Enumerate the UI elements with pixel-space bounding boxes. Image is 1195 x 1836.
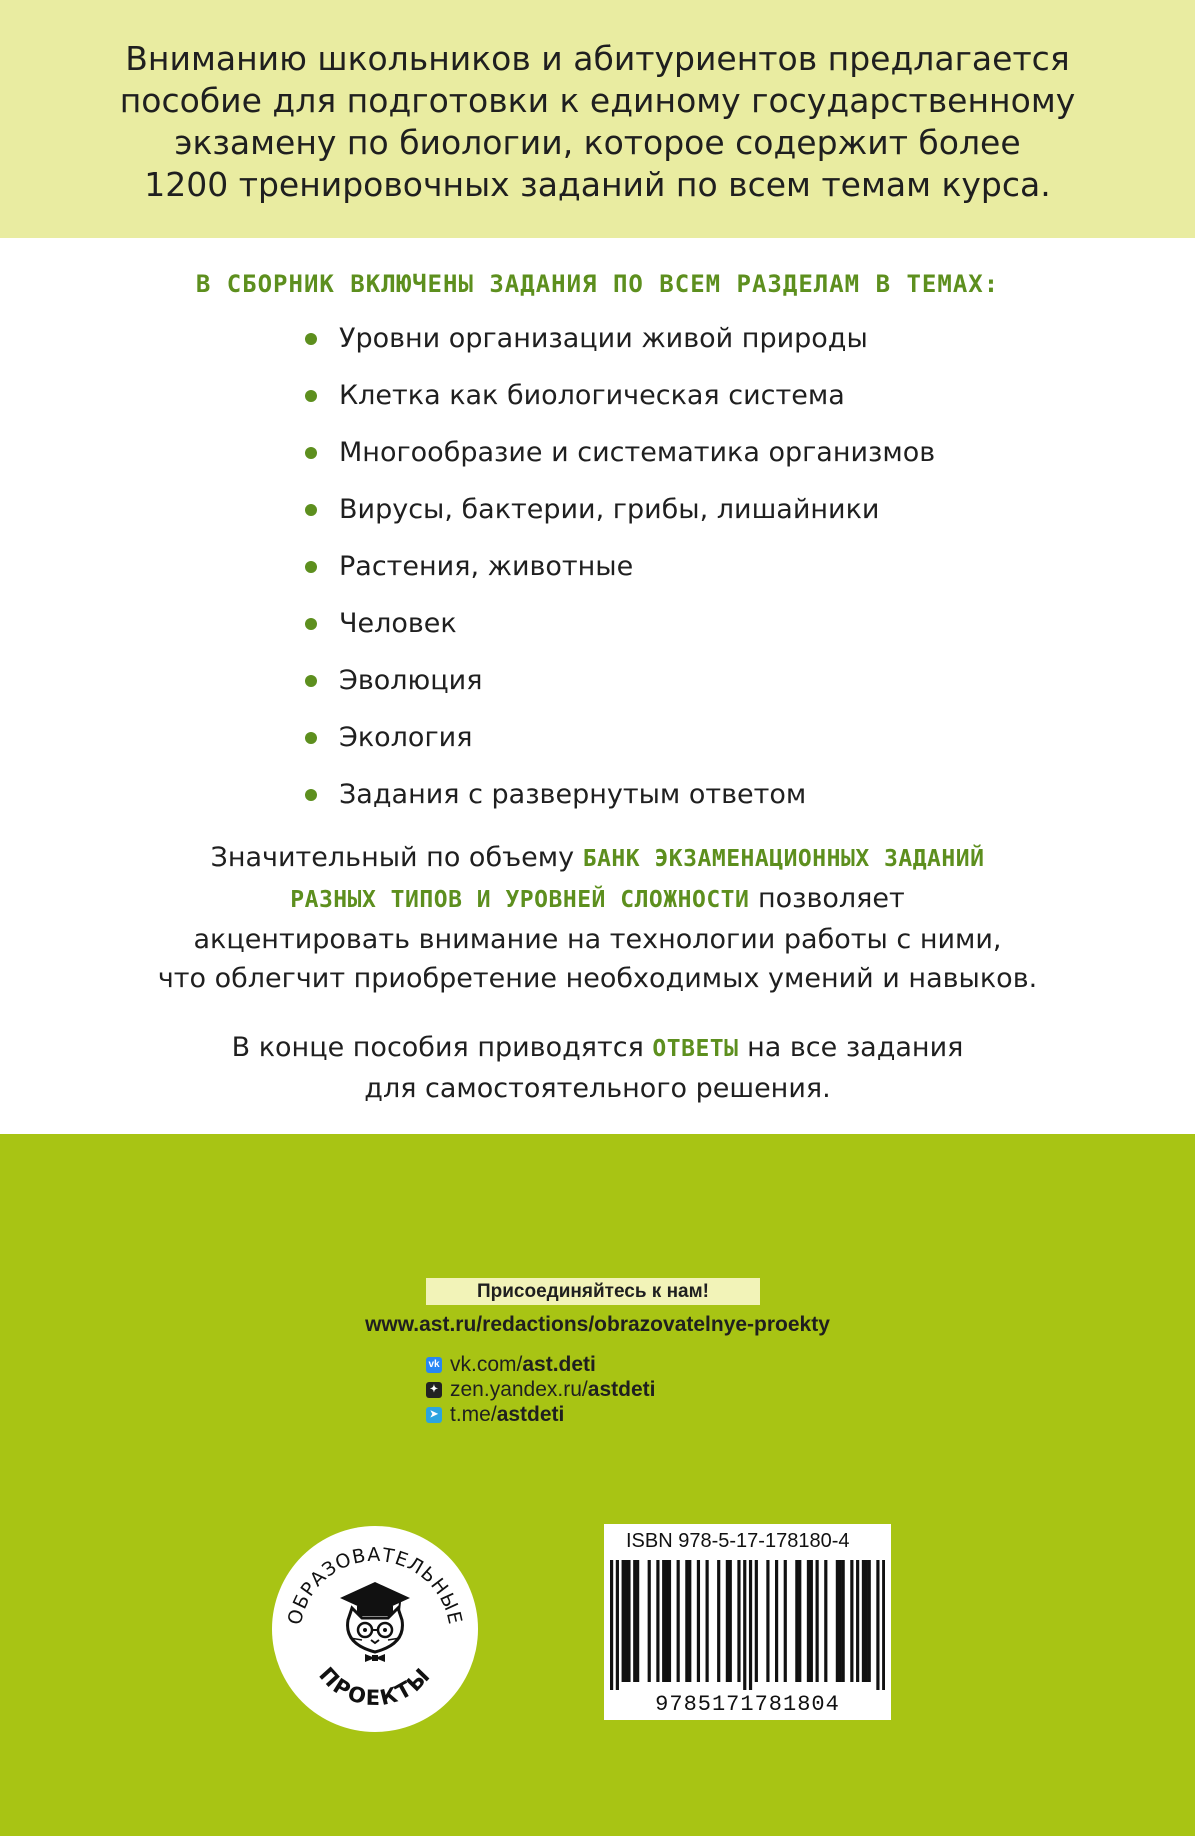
bullet-icon <box>305 618 317 630</box>
topic-label: Клетка как биологическая система <box>339 380 845 411</box>
barcode-bar <box>816 1560 819 1682</box>
barcode-bar <box>865 1560 868 1682</box>
social-links <box>426 1352 655 1427</box>
barcode <box>610 1560 885 1690</box>
answers-paragraph <box>0 1028 1195 1108</box>
barcode-bar <box>798 1560 801 1682</box>
barcode-bar <box>839 1560 842 1682</box>
barcode-bar <box>862 1560 865 1682</box>
answers-line-2: для самостоятельного решения. <box>364 1073 831 1104</box>
barcode-bar <box>622 1560 625 1682</box>
barcode-bar <box>810 1560 813 1682</box>
barcode-bar <box>624 1560 627 1682</box>
barcode-bar <box>856 1560 859 1682</box>
answers-line-1 <box>0 1028 1195 1069</box>
topics-list <box>305 310 1105 823</box>
topic-label: Эволюция <box>339 665 483 696</box>
barcode-bar <box>726 1560 729 1682</box>
isbn-label: ISBN 978-5-17-178180-4 <box>626 1530 850 1552</box>
barcode-bar <box>784 1560 787 1682</box>
bank-paragraph <box>0 838 1195 998</box>
bank-line-1 <box>0 838 1195 879</box>
barcode-bar <box>685 1560 688 1682</box>
bullet-icon <box>305 789 317 801</box>
barcode-bar <box>882 1560 885 1690</box>
bullet-icon <box>305 333 317 345</box>
topic-item <box>305 367 1105 424</box>
social-handle: astdeti <box>496 1402 565 1426</box>
answers-suffix: на все задания <box>738 1032 964 1063</box>
topic-item <box>305 709 1105 766</box>
barcode-bar <box>836 1560 839 1682</box>
intro-line: пособие для подготовки к единому государственному <box>119 81 1076 120</box>
logo-top-text: ОБРАЗОВАТЕЛЬНЫЕ <box>283 1543 467 1627</box>
barcode-bar <box>662 1560 665 1682</box>
bullet-icon <box>305 732 317 744</box>
barcode-bar <box>648 1560 651 1682</box>
barcode-bar <box>636 1560 639 1682</box>
barcode-bar <box>668 1560 671 1682</box>
bank-after-highlight: позволяет <box>749 883 905 914</box>
bullet-icon <box>305 504 317 516</box>
barcode-bar <box>775 1560 778 1682</box>
bullet-icon <box>305 561 317 573</box>
topic-item <box>305 310 1105 367</box>
intro-line: экзамену по биологии, которое содержит более <box>174 123 1021 162</box>
topic-item <box>305 652 1105 709</box>
logo-bottom-text: ПРОЕКТЫ <box>314 1662 436 1711</box>
topic-label: Задания с развернутым ответом <box>339 779 807 810</box>
barcode-bar <box>755 1560 758 1682</box>
barcode-bar <box>656 1560 659 1682</box>
barcode-bar <box>749 1560 752 1690</box>
bank-highlight-1: БАНК ЭКЗАМЕНАЦИОННЫХ ЗАДАНИЙ <box>582 846 985 872</box>
isbn-block <box>604 1524 891 1720</box>
barcode-bar <box>766 1560 769 1682</box>
barcode-bar <box>807 1560 810 1682</box>
barcode-bar <box>633 1560 636 1682</box>
topics-heading: В СБОРНИК ВКЛЮЧЕНЫ ЗАДАНИЯ ПО ВСЕМ РАЗДЕЛАМ В ТЕМАХ: <box>195 270 1000 298</box>
barcode-bar <box>729 1560 732 1682</box>
barcode-bar <box>616 1560 619 1690</box>
social-link-telegram[interactable] <box>426 1402 655 1427</box>
intro-line: Вниманию школьников и абитуриентов предлагается <box>125 39 1070 78</box>
topic-item <box>305 766 1105 823</box>
intro-line: 1200 тренировочных заданий по всем темам курса. <box>144 165 1051 204</box>
telegram-icon: ➤ <box>426 1407 442 1423</box>
bullet-icon <box>305 675 317 687</box>
topic-label: Экология <box>339 722 473 753</box>
social-link-zen[interactable] <box>426 1377 655 1402</box>
answers-prefix: В конце пособия приводятся <box>231 1032 653 1063</box>
barcode-bar <box>737 1560 740 1682</box>
bank-line-4: что облегчит приобретение необходимых умений и навыков. <box>157 963 1038 994</box>
topic-label: Уровни организации живой природы <box>339 323 868 354</box>
social-prefix: zen.yandex.ru/ <box>450 1377 588 1401</box>
topic-label: Вирусы, бактерии, грибы, лишайники <box>339 494 880 525</box>
intro-band <box>0 0 1195 238</box>
topic-item <box>305 424 1105 481</box>
barcode-bar <box>850 1560 853 1682</box>
bank-line-3: акцентировать внимание на технологии работы с ними, <box>193 924 1002 955</box>
barcode-bar <box>706 1560 709 1682</box>
site-url-link[interactable]: www.ast.ru/redactions/obrazovatelnye-proekty <box>365 1313 830 1336</box>
bank-prefix: Значительный по объему <box>210 842 583 873</box>
social-handle: astdeti <box>587 1377 656 1401</box>
social-handle: ast.deti <box>522 1352 596 1376</box>
vk-icon: vk <box>426 1357 442 1373</box>
barcode-bar <box>795 1560 798 1682</box>
topic-label: Человек <box>339 608 457 639</box>
topic-item <box>305 595 1105 652</box>
bank-line-2 <box>0 879 1195 920</box>
topic-item <box>305 538 1105 595</box>
barcode-bar <box>688 1560 691 1682</box>
barcode-bar <box>697 1560 700 1682</box>
bank-highlight-2: РАЗНЫХ ТИПОВ И УРОВНЕЙ СЛОЖНОСТИ <box>290 887 750 913</box>
barcode-bar <box>824 1560 827 1682</box>
social-prefix: vk.com/ <box>450 1352 523 1376</box>
social-prefix: t.me/ <box>450 1402 497 1426</box>
barcode-bar <box>876 1560 879 1690</box>
topic-item <box>305 481 1105 538</box>
isbn-digits: 9785171781804 <box>655 1692 840 1717</box>
zen-icon: ✦ <box>426 1382 442 1398</box>
barcode-bar <box>677 1560 680 1682</box>
answers-highlight: ОТВЕТЫ <box>652 1036 739 1062</box>
topic-label: Растения, животные <box>339 551 634 582</box>
bullet-icon <box>305 390 317 402</box>
social-link-vk[interactable] <box>426 1352 655 1377</box>
bullet-icon <box>305 447 317 459</box>
bottom-band <box>0 1134 1195 1836</box>
barcode-bar <box>842 1560 845 1682</box>
publisher-logo <box>270 1524 480 1734</box>
barcode-bar <box>868 1560 871 1682</box>
join-badge: Присоединяйтесь к нам! <box>426 1278 760 1305</box>
barcode-bar <box>610 1560 613 1690</box>
barcode-bar <box>743 1560 746 1690</box>
barcode-bar <box>627 1560 630 1682</box>
barcode-bar <box>717 1560 720 1682</box>
barcode-bar <box>665 1560 668 1682</box>
topic-label: Многообразие и систематика организмов <box>339 437 936 468</box>
